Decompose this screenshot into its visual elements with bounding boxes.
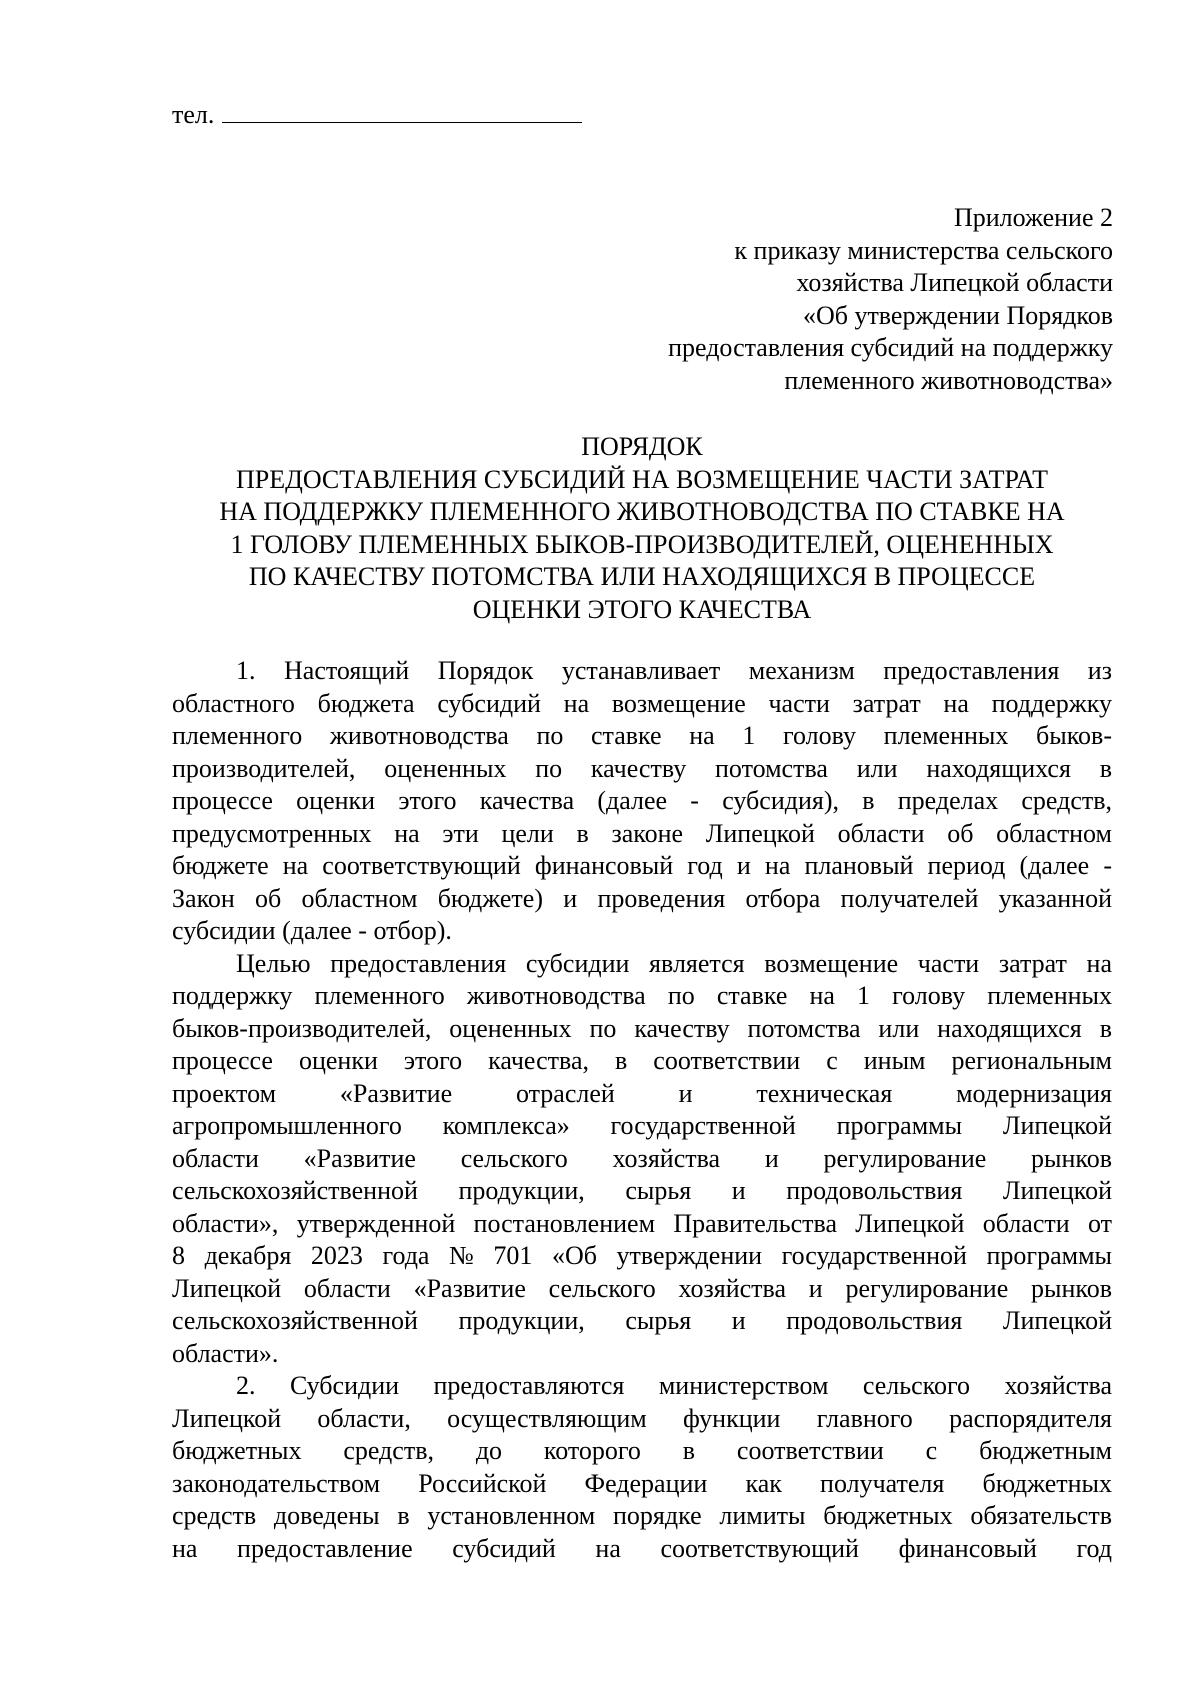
body-line: процессе оценки этого качества, в соответствии с иным региональным bbox=[172, 1046, 1112, 1075]
body-line: проектом «Развитие отраслей и техническая модернизация bbox=[172, 1078, 1112, 1108]
body-line: областного бюджета субсидий на возмещение части затрат на поддержку bbox=[172, 688, 1112, 718]
body-line: Закон об областном бюджете) и проведения отбора получателей указанной bbox=[172, 883, 1112, 913]
body-line: сельскохозяйственной продукции, сырья и продовольствия Липецкой bbox=[172, 1176, 1112, 1205]
body-line: 8 декабря 2023 года № 701 «Об утверждении государственной программы bbox=[172, 1241, 1112, 1270]
appendix-line: Приложение 2 bbox=[953, 203, 1113, 232]
body-line: области», утвержденной постановлением Правительства Липецкой области от bbox=[172, 1208, 1112, 1238]
title-line: НА ПОДДЕРЖКУ ПЛЕМЕННОГО ЖИВОТНОВОДСТВА ПО СТАВКЕ НА bbox=[219, 497, 1065, 526]
appendix-line: предоставления субсидий на поддержку bbox=[668, 333, 1113, 362]
body-line: племенного животноводства по ставке на 1 голову племенных быков- bbox=[172, 721, 1112, 750]
body-line: Липецкой области «Развитие сельского хозяйства и регулирование рынков bbox=[172, 1273, 1112, 1303]
document-body bbox=[172, 655, 1112, 1565]
appendix-line: племенного животноводства» bbox=[784, 365, 1113, 395]
phone-blank-underline bbox=[222, 100, 582, 123]
title-line: ПОРЯДОК bbox=[581, 432, 703, 461]
body-line: процессе оценки этого качества (далее - субсидия), в пределах средств, bbox=[172, 786, 1112, 815]
document-title bbox=[172, 431, 1112, 626]
body-line: субсидии (далее - отбор). bbox=[172, 916, 452, 945]
appendix-block bbox=[668, 202, 1113, 397]
body-line: области «Развитие сельского хозяйства и регулирование рынков bbox=[172, 1143, 1112, 1173]
phone-label: тел. bbox=[172, 100, 215, 129]
body-line: бюджетных средств, до которого в соответствии с бюджетным bbox=[172, 1436, 1112, 1465]
body-line: агропромышленного комплекса» государственной программы Липецкой bbox=[172, 1111, 1112, 1140]
body-line: бюджете на соответствующий финансовый год и на плановый период (далее - bbox=[172, 851, 1112, 880]
appendix-line: хозяйства Липецкой области bbox=[796, 268, 1113, 297]
body-line: производителей, оцененных по качеству потомства или находящихся в bbox=[172, 753, 1112, 783]
body-line: на предоставление субсидий на соответствующий финансовый год bbox=[172, 1533, 1112, 1563]
body-line: Липецкой области, осуществляющим функции главного распорядителя bbox=[172, 1403, 1113, 1433]
body-line: 1. Настоящий Порядок устанавливает механизм предоставления из bbox=[236, 656, 1112, 685]
body-line: 2. Субсидии предоставляются министерством сельского хозяйства bbox=[236, 1371, 1112, 1400]
title-line: ПРЕДОСТАВЛЕНИЯ СУБСИДИЙ НА ВОЗМЕЩЕНИЕ ЧАСТИ ЗАТРАТ bbox=[235, 464, 1048, 494]
body-line: быков-производителей, оцененных по качеству потомства или находящихся в bbox=[172, 1013, 1112, 1043]
body-line: сельскохозяйственной продукции, сырья и продовольствия Липецкой bbox=[172, 1306, 1112, 1335]
title-line: 1 ГОЛОВУ ПЛЕМЕННЫХ БЫКОВ-ПРОИЗВОДИТЕЛЕЙ, ОЦЕНЕННЫХ bbox=[230, 529, 1054, 559]
body-line: предусмотренных на эти цели в законе Липецкой области об областном bbox=[172, 818, 1112, 848]
title-line: ОЦЕНКИ ЭТОГО КАЧЕСТВА bbox=[472, 594, 812, 624]
body-line: средств доведены в установленном порядке лимиты бюджетных обязательств bbox=[172, 1501, 1112, 1530]
appendix-line: «Об утверждении Порядков bbox=[802, 300, 1113, 330]
appendix-line: к приказу министерства сельского bbox=[734, 235, 1113, 265]
body-line: поддержку племенного животноводства по ставке на 1 голову племенных bbox=[172, 981, 1112, 1010]
body-line: Целью предоставления субсидии является возмещение части затрат на bbox=[236, 948, 1112, 978]
title-line: ПО КАЧЕСТВУ ПОТОМСТВА ИЛИ НАХОДЯЩИХСЯ В ПРОЦЕССЕ bbox=[248, 562, 1036, 591]
body-line: области». bbox=[172, 1338, 279, 1368]
body-line: законодательством Российской Федерации как получателя бюджетных bbox=[172, 1468, 1112, 1498]
phone-line bbox=[172, 100, 582, 130]
